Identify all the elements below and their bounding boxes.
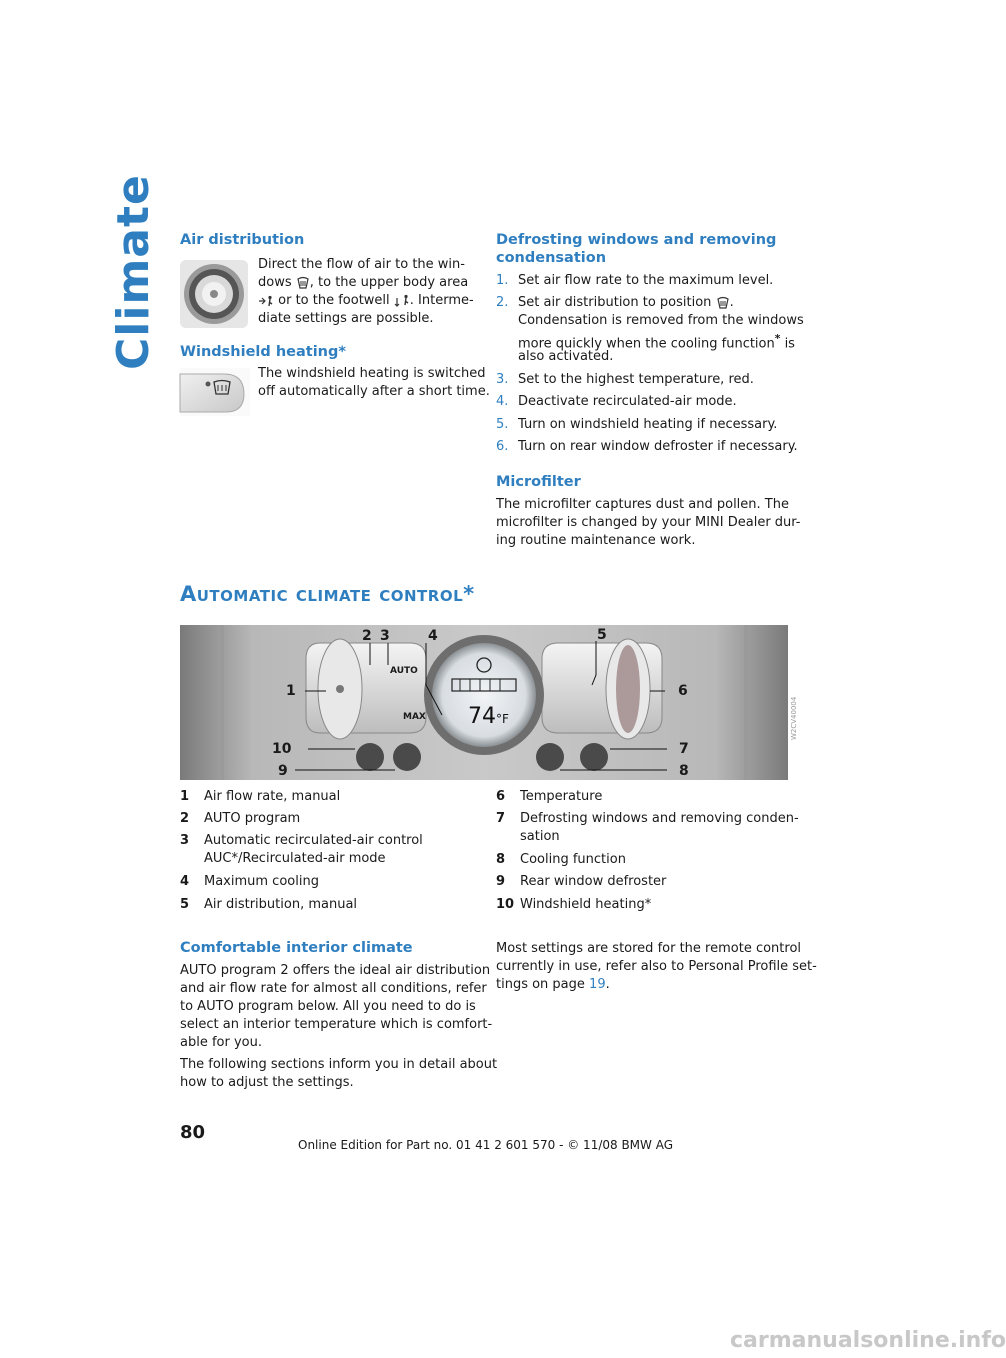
air-distribution-knob-image xyxy=(180,260,248,328)
defrost-step-2-line-4: also activated. xyxy=(518,349,614,364)
microfilter-heading: Microfilter xyxy=(496,474,581,490)
defrost-step-2: 2. Set air distribution to position . xyxy=(496,295,734,310)
callout-3: 3 xyxy=(380,628,390,644)
remote-line-1: Most settings are stored for the remote control xyxy=(496,941,802,956)
callout-10: 10 xyxy=(272,741,292,757)
page-reference-link[interactable]: 19 xyxy=(589,977,606,992)
panel-max-label: MAX xyxy=(403,712,426,722)
defrost-step-2-line-2: Condensation is removed from the windows xyxy=(518,313,804,328)
defrost-step-6: 6. Turn on rear window defroster if necessary. xyxy=(496,439,798,454)
windshield-vent-icon xyxy=(716,297,730,309)
comfortable-para1-line-1: AUTO program 2 offers the ideal air distribution xyxy=(180,963,491,978)
defrost-step-3: 3. Set to the highest temperature, red. xyxy=(496,372,754,387)
defrosting-heading-1: Defrosting windows and removing xyxy=(496,232,777,248)
section-title-text: Climate xyxy=(108,174,159,370)
comfortable-para2-line-1: The following sections inform you in detail about xyxy=(180,1057,498,1072)
air-distribution-line-2: dows , to the upper body area xyxy=(258,275,469,290)
air-distribution-line-3: or to the footwell . Interme- xyxy=(258,292,474,310)
microfilter-line-1: The microfilter captures dust and pollen. The xyxy=(496,497,789,512)
windshield-heating-heading: Windshield heating* xyxy=(180,344,346,360)
comfortable-climate-heading: Comfortable interior climate xyxy=(180,940,413,956)
callout-2: 2 xyxy=(362,628,372,644)
comfortable-para2-line-2: how to adjust the settings. xyxy=(180,1075,354,1090)
footwell-vent-icon xyxy=(394,294,410,308)
callout-1: 1 xyxy=(286,683,296,699)
watermark: carmanualsonline.info xyxy=(730,1328,1006,1353)
callout-5: 5 xyxy=(597,627,607,643)
defrost-step-1: 1. Set air flow rate to the maximum level. xyxy=(496,273,774,288)
air-distribution-line-1: Direct the flow of air to the win- xyxy=(258,257,465,272)
remote-line-2: currently in use, refer also to Personal Profile set- xyxy=(496,959,817,974)
callout-9: 9 xyxy=(278,763,288,779)
comfortable-para1-line-4: select an interior temperature which is comfort- xyxy=(180,1017,493,1032)
comfortable-para1-line-5: able for you. xyxy=(180,1035,262,1050)
comfortable-para1-line-3: to AUTO program below. All you need to do is xyxy=(180,999,476,1014)
section-title xyxy=(108,174,159,370)
defrost-step-2-line-3: more quickly when the cooling function* is xyxy=(518,332,795,352)
defrost-step-4: 4. Deactivate recirculated-air mode. xyxy=(496,394,737,409)
comfortable-para1-line-2: and air flow rate for almost all conditions, refer xyxy=(180,981,487,996)
remote-line-3: tings on page 19. xyxy=(496,977,610,992)
windshield-heating-line-1: The windshield heating is switched xyxy=(258,366,486,381)
microfilter-line-2: microfilter is changed by your MINI Dealer dur- xyxy=(496,515,801,530)
panel-auto-label: AUTO xyxy=(390,666,418,676)
callout-8: 8 xyxy=(679,763,689,779)
microfilter-line-3: ing routine maintenance work. xyxy=(496,533,696,548)
auto-climate-heading: Automatic climate control* xyxy=(180,582,475,606)
defrosting-heading-2: condensation xyxy=(496,250,607,266)
windshield-heating-button-image xyxy=(180,368,250,416)
image-code: W2CV40004 xyxy=(790,696,798,740)
upper-body-vent-icon xyxy=(258,295,274,307)
windshield-vent-icon xyxy=(296,277,310,289)
air-distribution-heading: Air distribution xyxy=(180,232,305,248)
callout-7: 7 xyxy=(679,741,689,757)
panel-temp-display: 74°F xyxy=(468,704,509,729)
page-number: 80 xyxy=(180,1122,206,1143)
windshield-heating-line-2: off automatically after a short time. xyxy=(258,384,490,399)
callout-4: 4 xyxy=(428,628,438,644)
callout-6: 6 xyxy=(678,683,688,699)
defrost-step-5: 5. Turn on windshield heating if necessary. xyxy=(496,417,778,432)
air-distribution-line-4: diate settings are possible. xyxy=(258,311,434,326)
edition-footer: Online Edition for Part no. 01 41 2 601 570 - © 11/08 BMW AG xyxy=(298,1138,674,1152)
